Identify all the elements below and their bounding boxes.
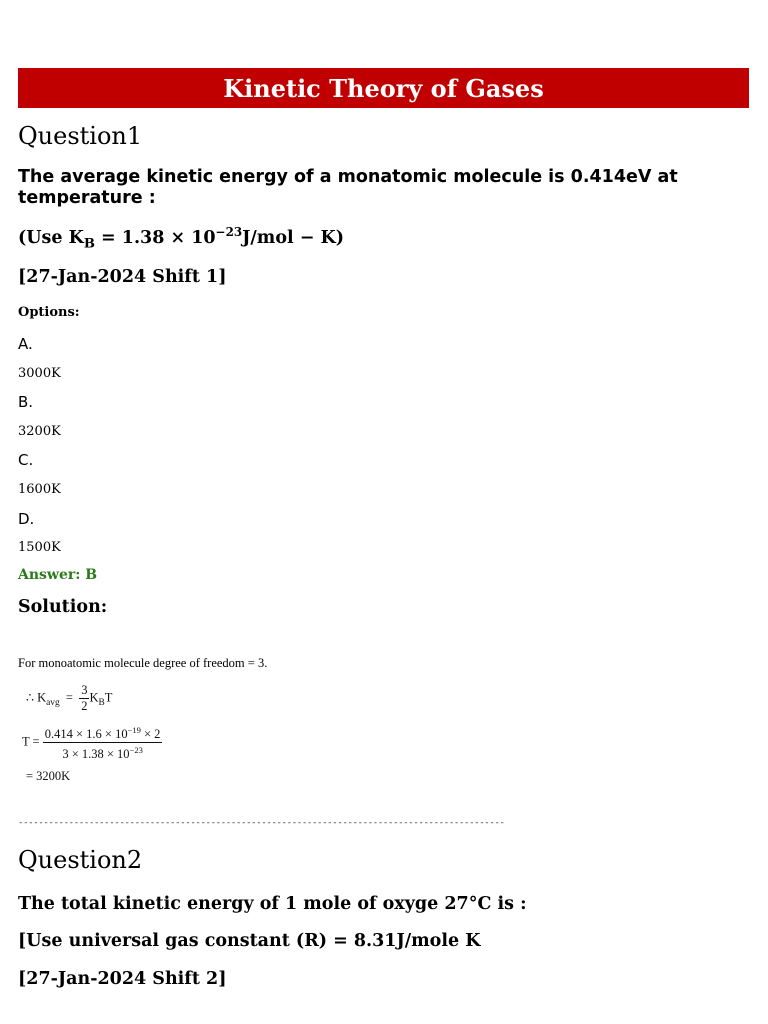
solution-line: For monoatomic molecule degree of freedom = 3. — [18, 656, 268, 670]
question2-title: Question2 — [18, 846, 143, 874]
option-b-value: 3200K — [18, 424, 61, 439]
chapter-title-banner — [18, 68, 749, 108]
question1-text: The average kinetic energy of a monatomic molecule is 0.414eV at temperature : — [18, 167, 678, 208]
question2-shift: [27-Jan-2024 Shift 2] — [18, 969, 227, 989]
fraction-three-halves: $\frac{3}{2}$ — [81, 683, 88, 713]
question1-shift: [27-Jan-2024 Shift 1] — [18, 267, 227, 287]
solution-title: Solution: — [18, 597, 108, 617]
option-a-value: 3000K — [18, 366, 61, 381]
question1-title: Question1 — [18, 122, 143, 150]
equation-result: = 3200K — [26, 769, 71, 783]
section-divider: ------------------------------------------------------------------------------------------------ — [18, 818, 505, 828]
option-d-value: 1500K — [18, 540, 61, 555]
option-c-letter: C. — [18, 451, 34, 469]
question2-text: The total kinetic energy of 1 mole of oxyge 27°C is : — [18, 894, 527, 914]
fraction-temperature: $\frac{0.414 \times 1.6 \times 10^{-19} \times 2}{3 \times 1.38 \times 10^{-23}}$ — [44, 725, 161, 762]
options-label: Options: — [18, 305, 80, 320]
equation-kavg: ∴ $K_{avg}$ = $\frac{3}{2}$ $K_BT$ — [26, 683, 113, 713]
chapter-title: Kinetic Theory of Gases — [223, 73, 544, 103]
option-c-value: 1600K — [18, 482, 61, 497]
question1-answer: Answer: B — [18, 567, 98, 583]
option-b-letter: B. — [18, 393, 34, 411]
question1-constant: (Use $K_B = 1.38 \times 10^{-23}J/mol - K$) — [18, 225, 344, 252]
option-d-letter: D. — [18, 510, 35, 528]
option-a-letter: A. — [18, 335, 33, 353]
question2-constant: [Use universal gas constant (R) = 8.31J/mole K — [18, 931, 481, 951]
equation-temperature: T = $\frac{0.414 \times 1.6 \times 10^{-19} \times 2}{3 \times 1.38 \times 10^{-23}}$ — [22, 725, 161, 762]
